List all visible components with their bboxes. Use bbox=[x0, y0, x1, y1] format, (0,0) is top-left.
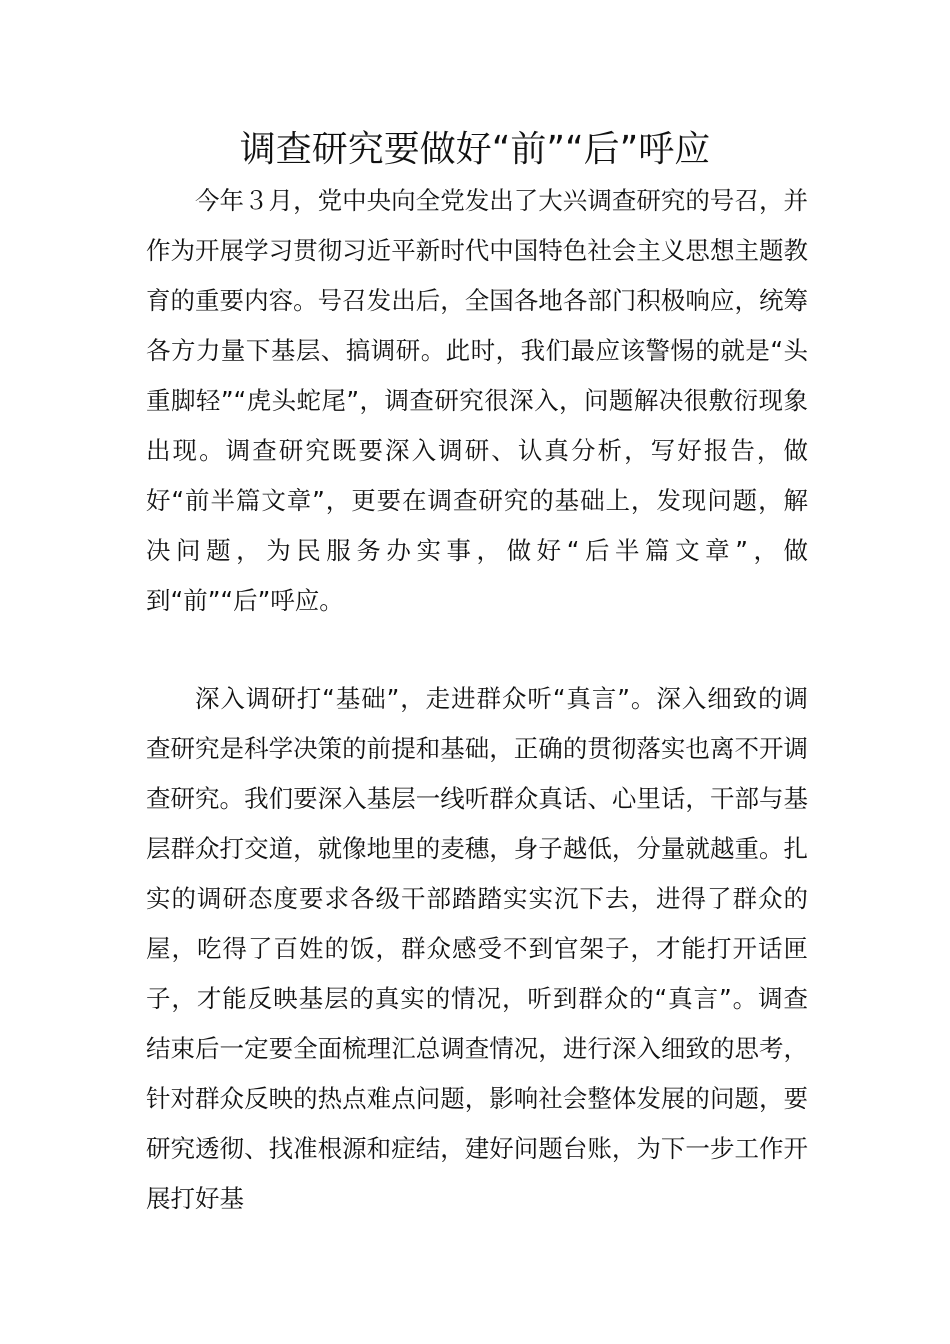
paragraph-section-1: 深入调研打“基础”，走进群众听“真言”。深入细致的调查研究是科学决策的前提和基础，正确的贯彻落实也离不开调查研究。我们要深入基层一线听群众真话、心里话，干部与基层群众打交道，就像地里的麦穗，身子越低，分量就越重。扎实的调研态度要求各级干部踏踏实实沉下去，进得了群众的屋，吃得了百姓的饭，群众感受不到官架子，才能打开话匣子，才能反映基层的真实的情况，听到群众的“真言”。调查结束后一定要全面梳理汇总调查情况，进行深入细致的思考，针对群众反映的热点难点问题，影响社会整体发展的问题，要研究透彻、找准根源和症结，建好问题台账，为下一步工作开展打好基 bbox=[146, 684, 808, 1213]
paragraph-intro: 今年３月，党中央向全党发出了大兴调查研究的号召，并作为开展学习贯彻习近平新时代中国特色社会主义思想主题教育的重要内容。号召发出后，全国各地各部门积极响应，统筹各方力量下基层、搞调研。此时，我们最应该警惕的就是“头重脚轻”“虎头蛇尾”，调查研究很深入，问题解决很敷衍现象出现。调查研究既要深入调研、认真分析，写好报告，做好“前半篇文章”，更要在调查研究的基础上，发现问题，解决问题，为民服务办实事，做好“后半篇文章”，做到“前”“后”呼应。 bbox=[146, 186, 808, 615]
document-title: 调查研究要做好“前”“后”呼应 bbox=[239, 129, 711, 170]
